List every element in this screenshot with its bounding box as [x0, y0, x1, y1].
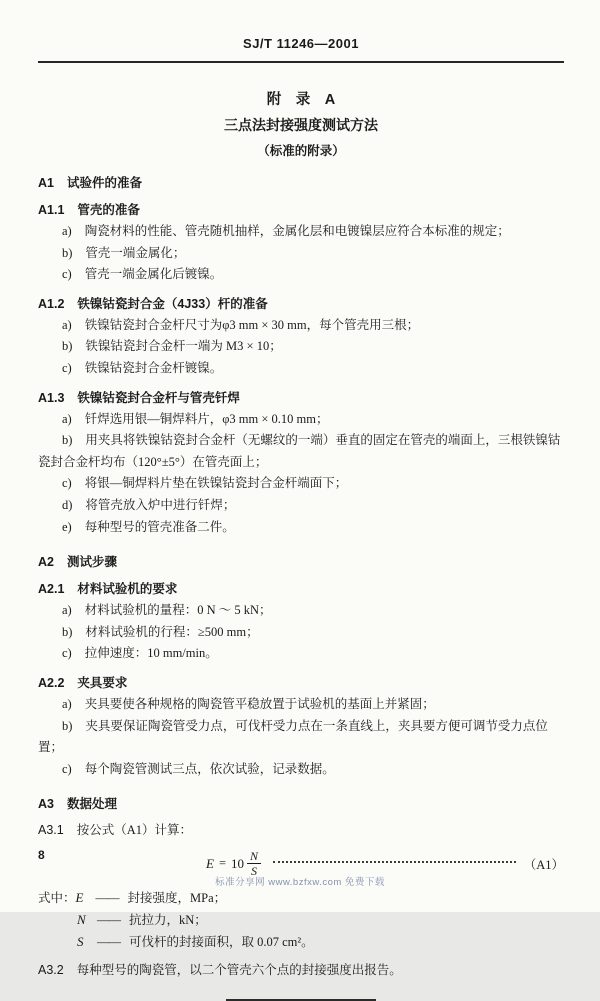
item-text: 将管壳放入炉中进行钎焊；: [85, 497, 236, 512]
section-title: 测试步骤: [66, 555, 117, 570]
subsection-number: A1.2: [38, 296, 65, 311]
item-text: 夹具要使各种规格的陶瓷管平稳放置于试验机的基面上并紧固；: [84, 696, 435, 711]
section-number: A3: [38, 797, 54, 812]
standard-code-header: SJ/T 11246—2001: [243, 36, 359, 51]
list-item: [38, 264, 564, 286]
list-item: [38, 694, 564, 716]
symbol-term: S: [77, 934, 84, 950]
subsection-number: A2.2: [38, 675, 65, 690]
paragraph-number: A3.1: [38, 823, 64, 838]
list-item: [38, 643, 564, 665]
item-text: 铁镍钴瓷封合金杆一端为 M3 × 10；: [85, 339, 282, 354]
item-label: b): [62, 718, 73, 733]
definition-dash: ——: [95, 891, 119, 906]
subsection-title: 夹具要求: [77, 675, 128, 690]
symbol-description: 抗拉力，kN；: [129, 913, 207, 928]
item-label: c): [62, 360, 72, 375]
item-text: 用夹具将铁镍钴瓷封合金杆（无螺纹的一端）垂直的固定在管壳的端面上，三根铁镍钴瓷封合金杆均布（120°±5°）在管壳面上；: [38, 433, 561, 469]
formula-coefficient: 10: [231, 855, 245, 871]
item-text: 材料试验机的行程：≥500 mm；: [85, 624, 259, 639]
formula-equals: =: [218, 856, 227, 871]
list-item: [38, 759, 564, 781]
fraction-numerator: N: [250, 848, 259, 863]
subsection-heading-a2-1: [38, 579, 564, 599]
item-label: e): [62, 519, 72, 534]
list-item: [38, 517, 564, 539]
item-text: 钎焊选用银—铜焊料片，φ3 mm × 0.10 mm；: [84, 411, 329, 426]
formula-lhs: E: [206, 855, 214, 871]
item-text: 每种型号的管壳准备二件。: [84, 519, 235, 534]
paragraph-text: 每种型号的陶瓷管，以二个管壳六个点的封接强度出报告。: [76, 963, 402, 978]
subsection-heading-a1-2: [38, 294, 564, 314]
list-item: [38, 221, 564, 243]
definition-line: [38, 931, 564, 953]
dotted-leader: [273, 861, 516, 863]
section-number: A2: [38, 555, 54, 570]
header-rule: [38, 61, 564, 63]
item-label: b): [62, 624, 73, 639]
item-label: b): [62, 339, 73, 354]
list-item: [38, 473, 564, 495]
symbol-term: N: [77, 912, 86, 928]
section-heading-a3: [38, 795, 564, 813]
definition-line: [38, 887, 564, 909]
item-text: 管壳一端金属化；: [85, 245, 186, 260]
section-title: 试验件的准备: [66, 176, 142, 190]
list-item: [38, 315, 564, 337]
item-label: b): [62, 433, 73, 448]
list-item: [38, 358, 564, 380]
item-label: d): [62, 497, 73, 512]
list-item: [38, 409, 564, 431]
equation-number: （A1）: [523, 857, 564, 872]
section-number: A1: [38, 176, 54, 190]
symbol-description: 可伐杆的封接面积，取 0.07 cm²。: [129, 935, 314, 950]
item-label: c): [62, 761, 72, 776]
list-item: [38, 430, 564, 473]
subsection-heading-a1-1: [38, 200, 564, 220]
watermark-text: 标准分享网 www.bzfxw.com 免费下载: [215, 877, 385, 888]
section-heading-a2: [38, 553, 564, 571]
end-of-appendix-rule: [226, 999, 376, 1001]
subsection-title: 铁镍钴瓷封合金（4J33）杆的准备: [77, 296, 268, 311]
item-label: a): [62, 317, 72, 332]
subsection-title: 材料试验机的要求: [77, 582, 178, 597]
list-item: [38, 336, 564, 358]
definition-dash: ——: [97, 935, 120, 950]
subsection-number: A1.1: [38, 203, 65, 217]
paragraph-a3-1: [38, 820, 564, 842]
page-number: 8: [38, 848, 45, 862]
list-item: [38, 716, 564, 759]
appendix-title: 三点法封接强度测试方法: [224, 117, 378, 133]
item-label: a): [62, 696, 72, 711]
where-prefix: 式中：: [38, 891, 76, 906]
item-label: c): [62, 476, 72, 491]
subsection-heading-a1-3: [38, 388, 564, 408]
list-item: [38, 622, 564, 644]
item-label: a): [62, 603, 72, 618]
subsection-heading-a2-2: [38, 673, 564, 693]
item-text: 铁镍钴瓷封合金杆镀镍。: [84, 360, 223, 375]
item-text: 拉伸速度：10 mm/min。: [84, 646, 218, 661]
item-label: a): [62, 411, 72, 426]
subsection-number: A2.1: [38, 582, 65, 597]
subsection-title: 管壳的准备: [77, 203, 140, 217]
definition-line: [38, 909, 564, 931]
paragraph-number: A3.2: [38, 963, 64, 978]
appendix-note: （标准的附录）: [257, 144, 345, 158]
item-text: 陶瓷材料的性能、管壳随机抽样，金属化层和电镀镍层应符合本标准的规定；: [84, 224, 510, 238]
section-heading-a1: [38, 174, 564, 192]
appendix-label: 附 录 A: [266, 92, 336, 108]
item-text: 铁镍钴瓷封合金杆尺寸为φ3 mm × 30 mm，每个管壳用三根；: [84, 317, 420, 332]
paragraph-text: 按公式（A1）计算：: [76, 823, 192, 838]
item-text: 将银—铜焊料片垫在铁镍钴瓷封合金杆端面下；: [84, 476, 348, 491]
item-text: 每个陶瓷管测试三点，依次试验，记录数据。: [84, 761, 335, 776]
symbol-term: E: [75, 890, 84, 906]
list-item: [38, 495, 564, 517]
item-label: a): [62, 224, 72, 238]
section-title: 数据处理: [66, 797, 117, 812]
item-label: b): [62, 245, 73, 260]
list-item: [38, 243, 564, 265]
paragraph-a3-2: [38, 960, 564, 982]
item-text: 夹具要保证陶瓷管受力点，可伐杆受力点在一条直线上，夹具要方便可调节受力点位置；: [38, 718, 548, 755]
item-label: c): [62, 646, 72, 661]
subsection-title: 铁镍钴瓷封合金杆与管壳钎焊: [77, 390, 240, 405]
list-item: [38, 600, 564, 622]
item-text: 材料试验机的量程：0 N ～ 5 kN；: [84, 603, 272, 618]
item-text: 管壳一端金属化后镀镍。: [84, 267, 223, 282]
fraction-denominator: S: [251, 864, 258, 879]
item-label: c): [62, 267, 72, 282]
definition-dash: ——: [97, 913, 120, 928]
symbol-definitions: [38, 887, 564, 953]
subsection-number: A1.3: [38, 390, 65, 405]
symbol-description: 封接强度，MPa；: [127, 891, 227, 906]
